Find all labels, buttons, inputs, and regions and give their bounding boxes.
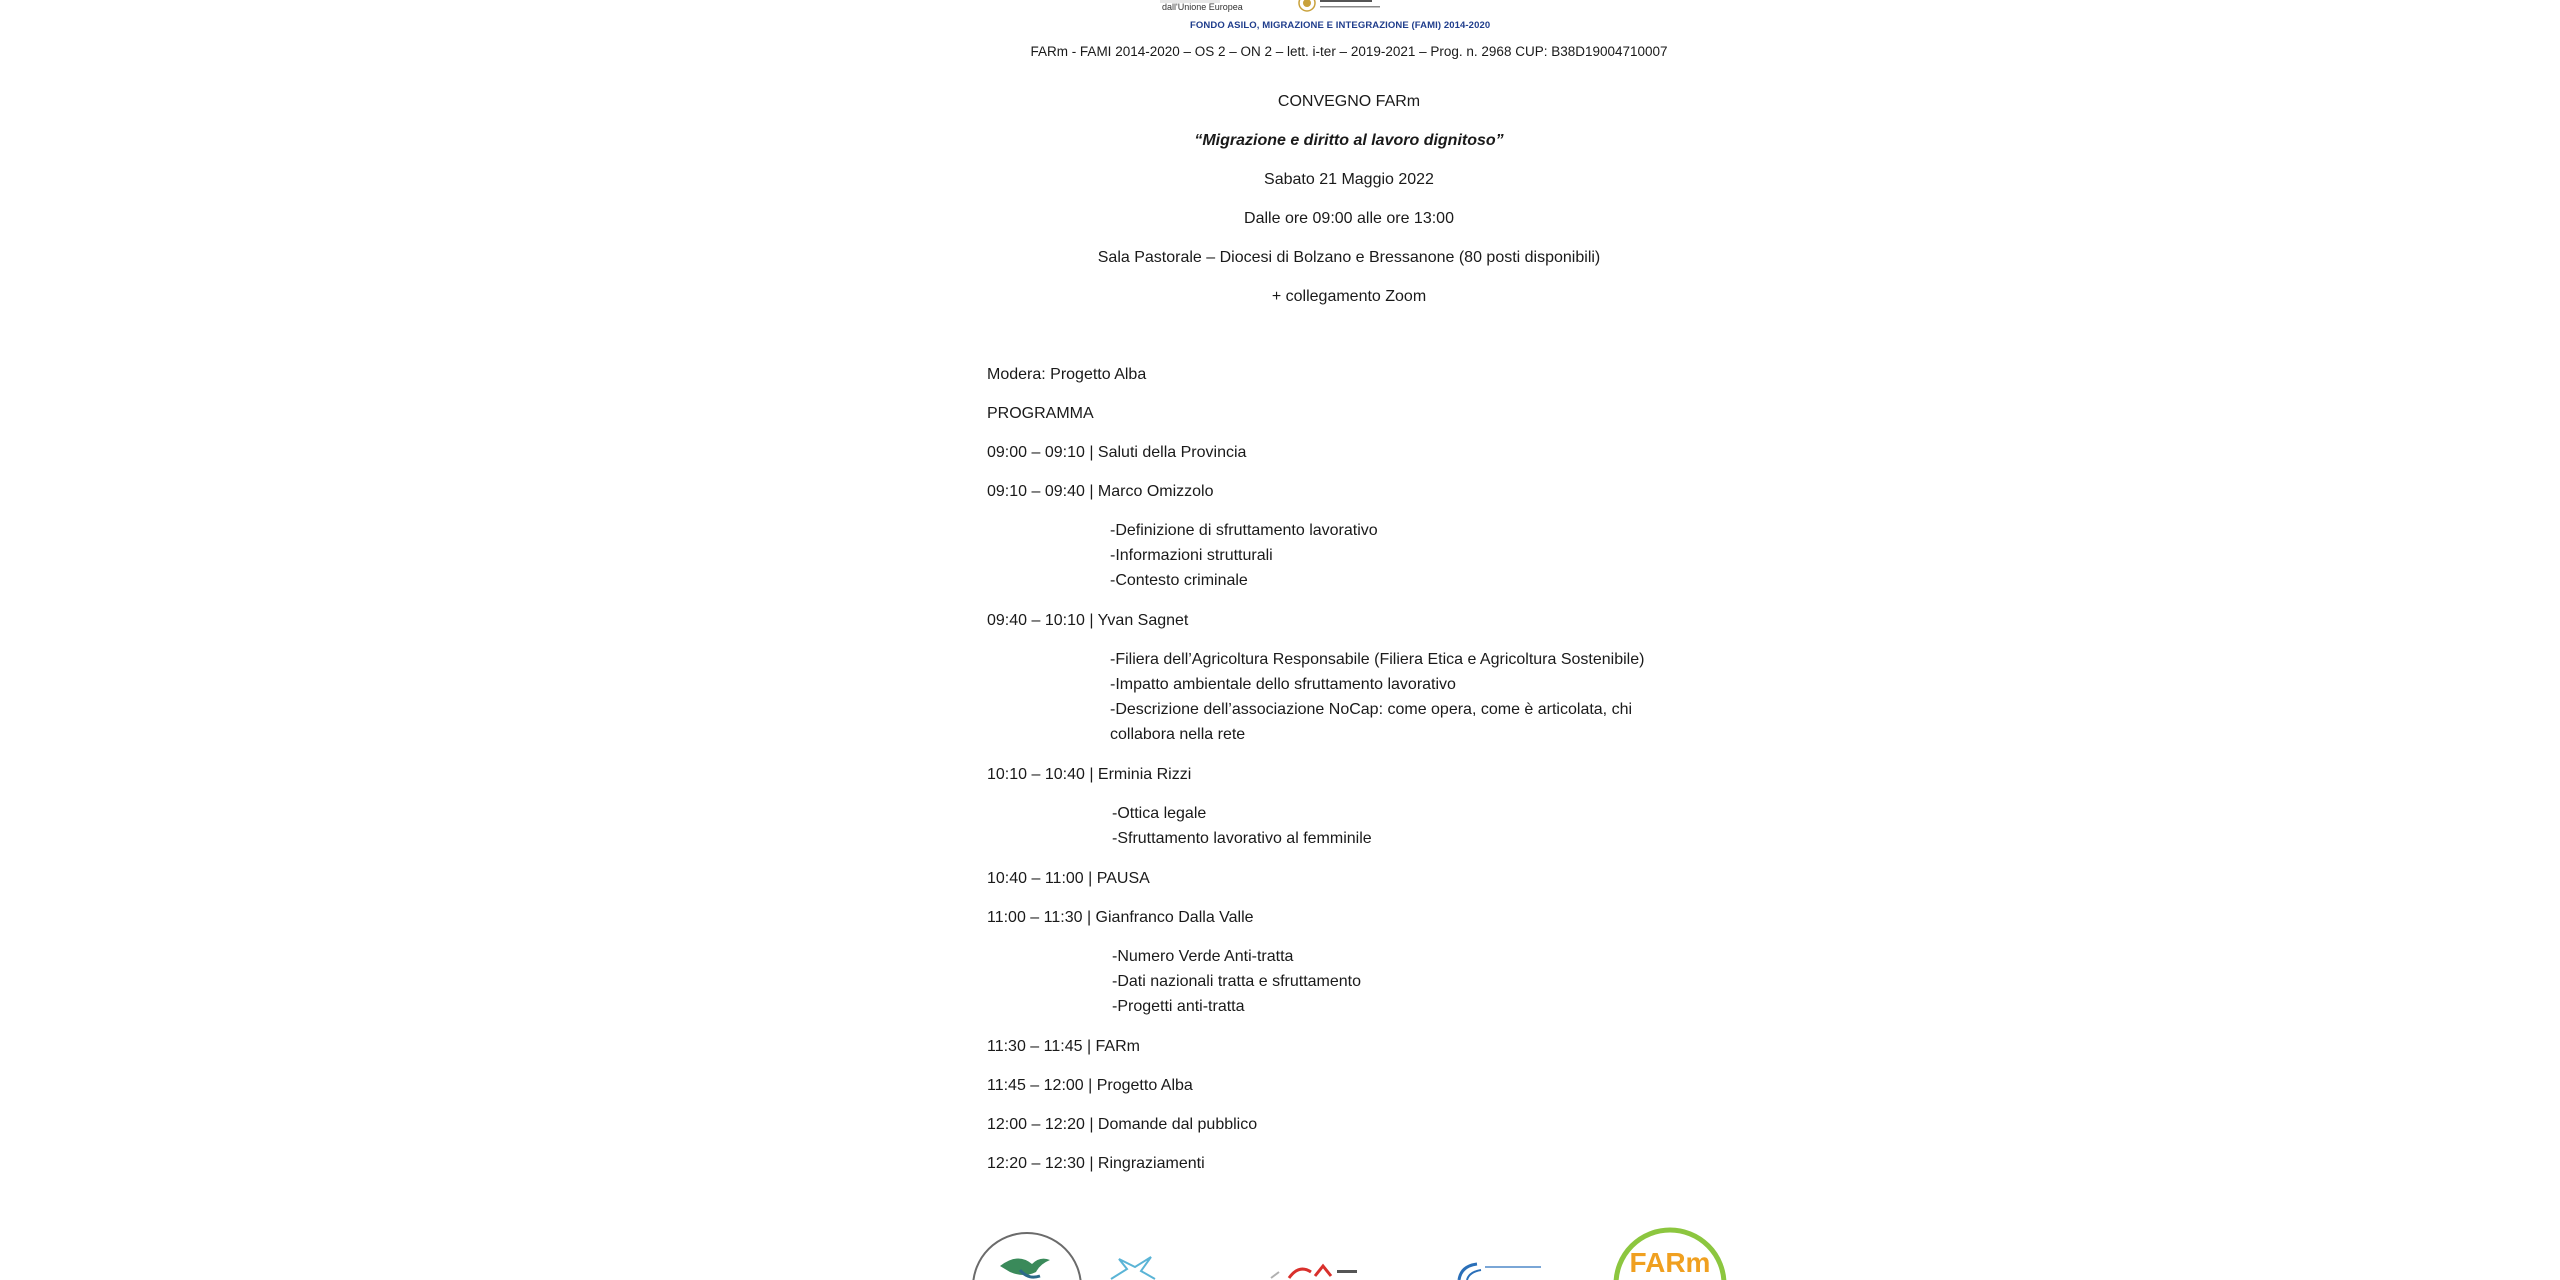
slot-subitem: -Filiera dell’Agricoltura Responsabile (Filiera Etica e Agricoltura Sostenibile) (1110, 651, 1645, 668)
program-slot: 10:40 – 11:00 | PAUSA (987, 870, 1150, 887)
slot-subitem: -Definizione di sfruttamento lavorativo (1110, 522, 1378, 539)
program-slot: 10:10 – 10:40 | Erminia Rizzi (987, 766, 1192, 783)
slot-subitem: collabora nella rete (1110, 726, 1246, 743)
event-title: “Migrazione e diritto al lavoro dignitoso” (1194, 132, 1504, 149)
slot-subitem: -Descrizione dell’associazione NoCap: come opera, come è articolata, chi (1110, 701, 1633, 718)
farm-logo-text: FARm (1629, 1247, 1711, 1278)
event-zoom: + collegamento Zoom (1271, 288, 1427, 305)
partner-logo-bird (970, 1230, 1084, 1280)
fund-caption: FONDO ASILO, MIGRAZIONE E INTEGRAZIONE (FAMI) 2014-2020 (1190, 20, 1491, 31)
program-slot: 12:00 – 12:20 | Domande dal pubblico (987, 1116, 1258, 1133)
program-slot: 09:00 – 09:10 | Saluti della Provincia (987, 444, 1247, 461)
moderator: Modera: Progetto Alba (987, 366, 1147, 383)
partner-logo-star (1105, 1255, 1175, 1280)
farm-logo (1610, 1224, 1730, 1280)
ministry-logo (1298, 0, 1408, 14)
partner-logo-red (1265, 1262, 1375, 1280)
program-slot: 11:00 – 11:30 | Gianfranco Dalla Valle (987, 909, 1254, 926)
convegno-heading: CONVEGNO FARm (1277, 93, 1421, 110)
slot-subitem: -Numero Verde Anti-tratta (1112, 948, 1294, 965)
program-slot: 11:45 – 12:00 | Progetto Alba (987, 1077, 1193, 1094)
slot-subitem: -Impatto ambientale dello sfruttamento lavorativo (1110, 676, 1456, 693)
program-slot: 12:20 – 12:30 | Ringraziamenti (987, 1155, 1205, 1172)
slot-subitem: -Dati nazionali tratta e sfruttamento (1112, 973, 1362, 990)
program-slot: 11:30 – 11:45 | FARm (987, 1038, 1140, 1055)
event-time: Dalle ore 09:00 alle ore 13:00 (1244, 210, 1454, 227)
slot-subitem: -Informazioni strutturali (1110, 547, 1273, 564)
eu-caption: dall'Unione Europea (1162, 2, 1243, 12)
slot-subitem: -Ottica legale (1112, 805, 1207, 822)
program-slot: 09:10 – 09:40 | Marco Omizzolo (987, 483, 1214, 500)
program-heading: PROGRAMMA (987, 405, 1094, 422)
slot-subitem: -Sfruttamento lavorativo al femminile (1112, 830, 1372, 847)
partner-logo-blue (1455, 1262, 1555, 1280)
slot-subitem: -Progetti anti-tratta (1112, 998, 1245, 1015)
slot-subitem: -Contesto criminale (1110, 572, 1248, 589)
program-slot: 09:40 – 10:10 | Yvan Sagnet (987, 612, 1189, 629)
project-reference: FARm - FAMI 2014-2020 – OS 2 – ON 2 – lett. i-ter – 2019-2021 – Prog. n. 2968 CUP: B38D19004710007 (1030, 44, 1668, 59)
event-date: Sabato 21 Maggio 2022 (1264, 171, 1434, 188)
event-venue: Sala Pastorale – Diocesi di Bolzano e Bressanone (80 posti disponibili) (1097, 249, 1601, 266)
